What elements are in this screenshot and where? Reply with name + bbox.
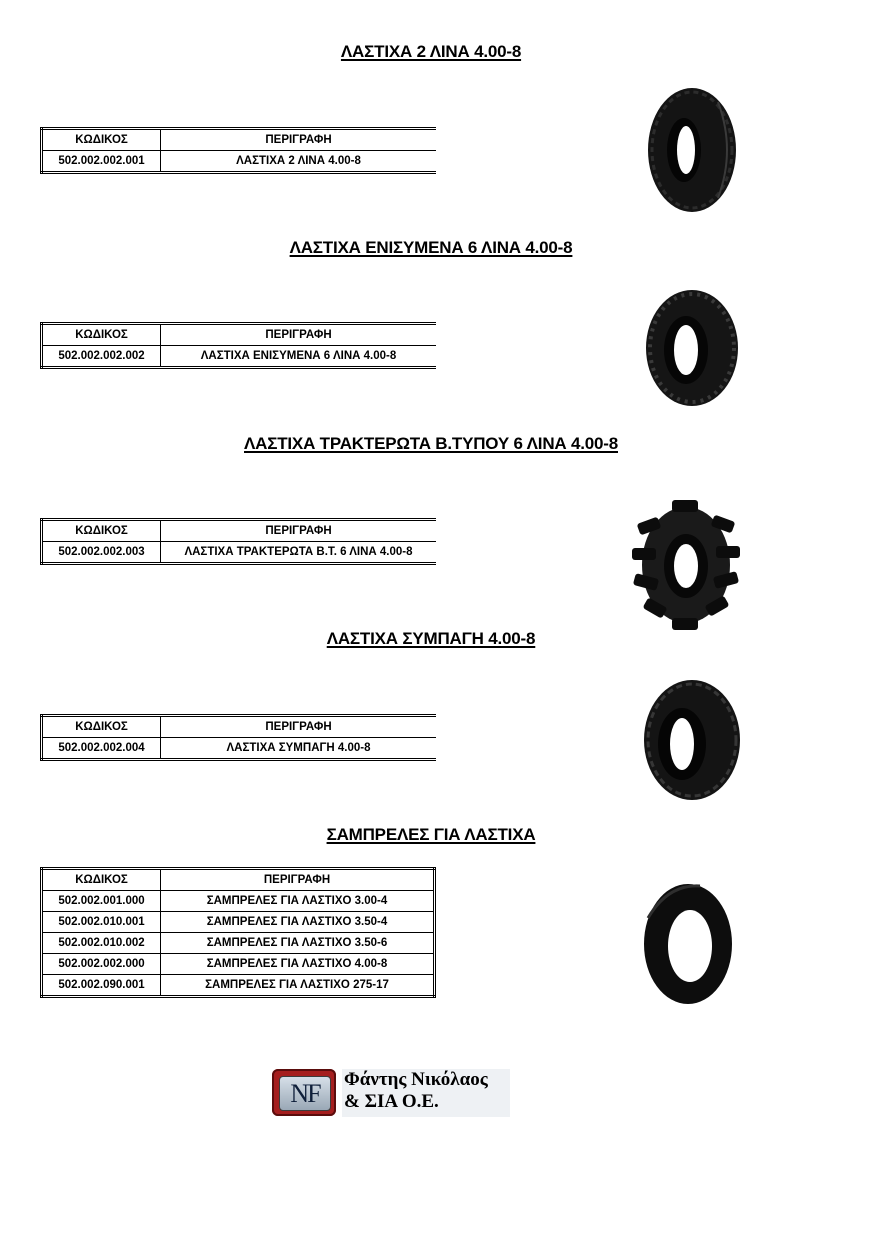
product-description: ΣΑΜΠΡΕΛΕΣ ΓΙΑ ΛΑΣΤΙΧΟ 4.00-8	[161, 954, 435, 975]
column-header-code: ΚΩΔΙΚΟΣ	[42, 520, 161, 542]
table-row	[42, 346, 437, 368]
company-name-line2: & ΣΙΑ Ο.Ε.	[344, 1091, 439, 1112]
tyre-image	[636, 676, 746, 804]
column-header-description: ΠΕΡΙΓΡΑΦΗ	[161, 129, 437, 151]
product-code: 502.002.090.001	[42, 975, 161, 997]
product-description: ΣΑΜΠΡΕΛΕΣ ΓΙΑ ΛΑΣΤΙΧΟ 3.50-6	[161, 933, 435, 954]
section-title: ΛΑΣΤΙΧΑ 2 ΛΙΝΑ 4.00-8	[340, 42, 522, 61]
column-header-description: ΠΕΡΙΓΡΑΦΗ	[161, 869, 435, 891]
product-table	[40, 867, 436, 998]
product-code: 502.002.002.003	[42, 542, 161, 564]
product-table	[40, 127, 436, 174]
table-row	[42, 954, 435, 975]
product-description: ΣΑΜΠΡΕΛΕΣ ΓΙΑ ΛΑΣΤΙΧΟ 275-17	[161, 975, 435, 997]
section-title: ΛΑΣΤΙΧΑ ΕΝΙΣΥΜΕΝΑ 6 ΛΙΝΑ 4.00-8	[289, 238, 573, 257]
column-header-code: ΚΩΔΙΚΟΣ	[42, 324, 161, 346]
tyre-image	[640, 84, 748, 216]
product-code: 502.002.002.000	[42, 954, 161, 975]
table-row	[42, 933, 435, 954]
product-code: 502.002.001.000	[42, 891, 161, 912]
inner-tube-image	[638, 878, 742, 1008]
column-header-code: ΚΩΔΙΚΟΣ	[42, 129, 161, 151]
product-description: ΣΑΜΠΡΕΛΕΣ ΓΙΑ ΛΑΣΤΙΧΟ 3.00-4	[206, 895, 388, 907]
table-row	[42, 912, 435, 933]
table-row	[42, 891, 435, 912]
column-header-description: ΠΕΡΙΓΡΑΦΗ	[161, 520, 437, 542]
product-description: ΛΑΣΤΙΧΑ 2 ΛΙΝΑ 4.00-8	[236, 155, 361, 167]
table-row	[42, 151, 437, 173]
section-title: ΛΑΣΤΙΧΑ ΣΥΜΠΑΓΗ 4.00-8	[326, 629, 536, 648]
company-name-line1: Φάντης Νικόλαος	[344, 1069, 488, 1090]
table-row	[42, 738, 437, 760]
column-header-description: ΠΕΡΙΓΡΑΦΗ	[161, 324, 437, 346]
product-description: ΣΑΜΠΡΕΛΕΣ ΓΙΑ ΛΑΣΤΙΧΟ 3.50-4	[161, 912, 435, 933]
product-description: ΛΑΣΤΙΧΑ ΤΡΑΚΤΕΡΩΤΑ Β.Τ. 6 ΛΙΝΑ 4.00-8	[184, 546, 413, 558]
product-table	[40, 322, 436, 369]
column-header-code: ΚΩΔΙΚΟΣ	[42, 716, 161, 738]
column-header-description: ΠΕΡΙΓΡΑΦΗ	[161, 716, 437, 738]
product-code: 502.002.002.001	[42, 151, 161, 173]
product-table	[40, 518, 436, 565]
tyre-image	[636, 284, 744, 412]
section-title: ΣΑΜΠΡΕΛΕΣ ΓΙΑ ΛΑΣΤΙΧΑ	[326, 825, 536, 844]
logo-monogram: NF	[279, 1076, 331, 1111]
logo-mark	[272, 1069, 336, 1116]
product-description: ΛΑΣΤΙΧΑ ΣΥΜΠΑΓΗ 4.00-8	[226, 742, 371, 754]
product-description: ΛΑΣΤΙΧΑ ΕΝΙΣΥΜΕΝΑ 6 ΛΙΝΑ 4.00-8	[200, 350, 397, 362]
company-logo	[272, 1069, 510, 1117]
product-code: 502.002.010.002	[42, 933, 161, 954]
tractor-tyre-image	[628, 500, 744, 630]
table-row	[42, 542, 437, 564]
table-row	[42, 975, 435, 997]
product-code: 502.002.002.004	[42, 738, 161, 760]
company-name	[342, 1069, 510, 1117]
product-code: 502.002.010.001	[42, 912, 161, 933]
section-title: ΛΑΣΤΙΧΑ ΤΡΑΚΤΕΡΩΤΑ Β.ΤΥΠΟΥ 6 ΛΙΝΑ 4.00-8	[244, 434, 618, 453]
product-table	[40, 714, 436, 761]
product-code: 502.002.002.002	[42, 346, 161, 368]
column-header-code: ΚΩΔΙΚΟΣ	[42, 869, 161, 891]
